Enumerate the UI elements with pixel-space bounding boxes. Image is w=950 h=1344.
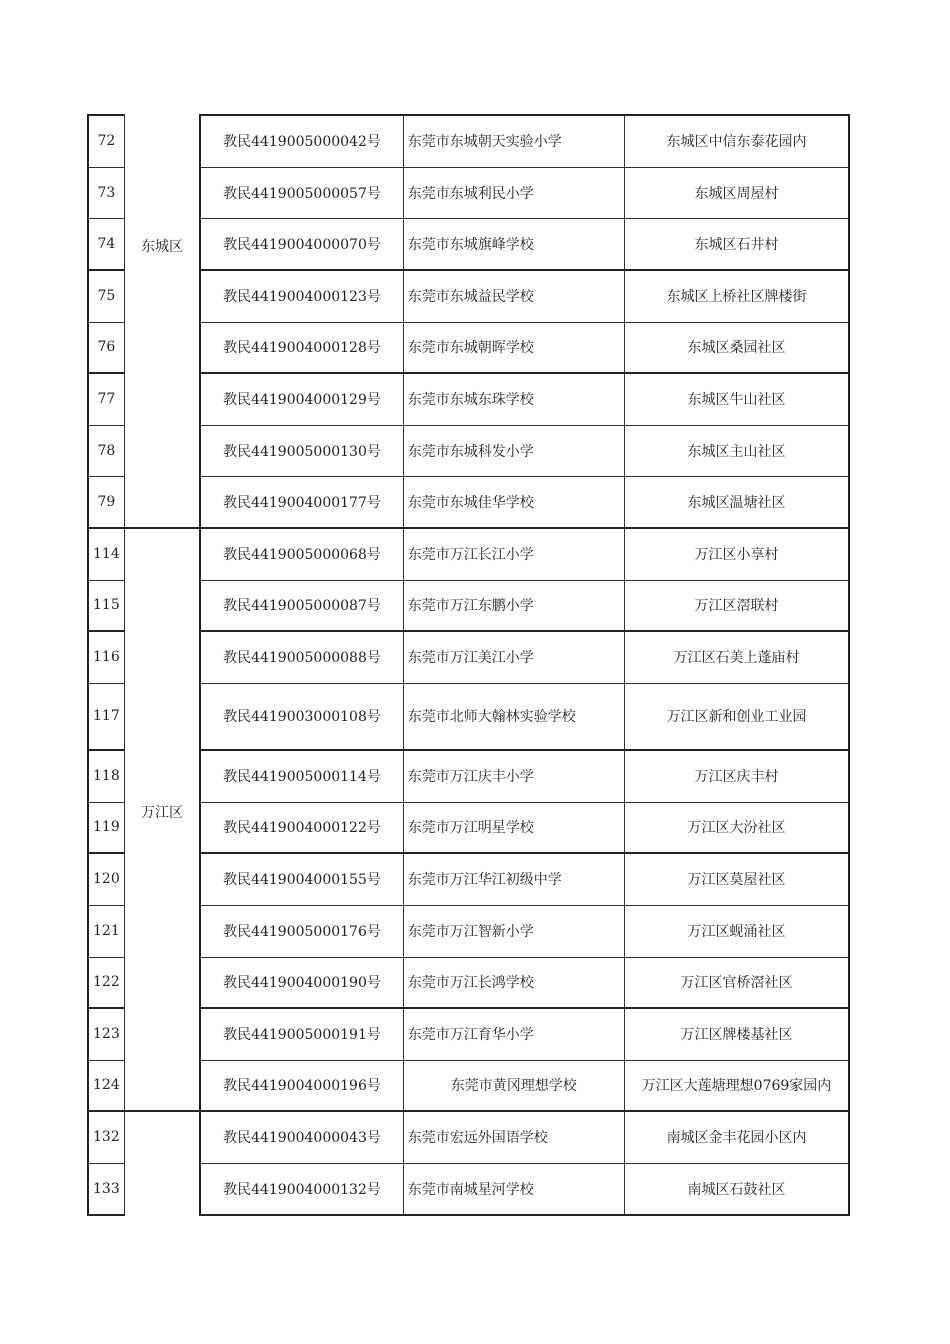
row-number: 120 <box>88 853 124 905</box>
school-address: 东城区石井村 <box>624 218 849 270</box>
school-address: 万江区大莲塘理想0769家园内 <box>624 1060 849 1111</box>
school-name: 东莞市东城益民学校 <box>403 270 624 322</box>
license-number: 教民4419003000108号 <box>200 683 403 750</box>
district-gap <box>124 528 200 580</box>
license-number: 教民4419005000114号 <box>200 750 403 802</box>
license-number: 教民4419005000087号 <box>200 580 403 631</box>
row-number: 76 <box>88 322 124 373</box>
license-number: 教民4419005000176号 <box>200 905 403 957</box>
school-name: 东莞市东城佳华学校 <box>403 476 624 528</box>
school-table <box>87 114 850 1216</box>
school-address: 万江区滘联村 <box>624 580 849 631</box>
school-address: 万江区牌楼基社区 <box>624 1008 849 1060</box>
school-name: 东莞市万江长鸿学校 <box>403 957 624 1008</box>
table-row <box>88 373 849 425</box>
district-gap <box>124 750 200 802</box>
license-number: 教民4419004000070号 <box>200 218 403 270</box>
school-name: 东莞市黄冈理想学校 <box>403 1060 624 1111</box>
license-number: 教民4419004000177号 <box>200 476 403 528</box>
district-gap <box>124 905 200 957</box>
school-name: 东莞市万江明星学校 <box>403 802 624 853</box>
license-number: 教民4419005000042号 <box>200 115 403 167</box>
school-name: 东莞市东城旗峰学校 <box>403 218 624 270</box>
district-gap <box>124 115 200 167</box>
school-address: 东城区中信东泰花园内 <box>624 115 849 167</box>
district-gap <box>124 853 200 905</box>
table-row <box>88 425 849 476</box>
school-name: 东莞市万江东鹏小学 <box>403 580 624 631</box>
row-number: 73 <box>88 167 124 218</box>
district-gap <box>124 167 200 218</box>
school-name: 东莞市南城星河学校 <box>403 1163 624 1215</box>
school-name: 东莞市东城利民小学 <box>403 167 624 218</box>
license-number: 教民4419004000043号 <box>200 1111 403 1163</box>
license-number: 教民4419004000128号 <box>200 322 403 373</box>
license-number: 教民4419004000132号 <box>200 1163 403 1215</box>
district-gap <box>124 580 200 631</box>
district-gap <box>124 476 200 528</box>
license-number: 教民4419004000122号 <box>200 802 403 853</box>
table-row <box>88 528 849 580</box>
license-number: 教民4419005000088号 <box>200 631 403 683</box>
row-number: 121 <box>88 905 124 957</box>
district-gap <box>124 1111 200 1163</box>
school-name: 东莞市万江美江小学 <box>403 631 624 683</box>
district-gap <box>124 322 200 373</box>
row-number: 116 <box>88 631 124 683</box>
table-row <box>88 1111 849 1163</box>
row-number: 133 <box>88 1163 124 1215</box>
school-address: 南城区石鼓社区 <box>624 1163 849 1215</box>
license-number: 教民4419005000057号 <box>200 167 403 218</box>
row-number: 119 <box>88 802 124 853</box>
school-name: 东莞市万江育华小学 <box>403 1008 624 1060</box>
table-row <box>88 1060 849 1111</box>
school-name: 东莞市东城东珠学校 <box>403 373 624 425</box>
district-gap <box>124 373 200 425</box>
row-number: 77 <box>88 373 124 425</box>
school-address: 东城区温塘社区 <box>624 476 849 528</box>
table-row <box>88 631 849 683</box>
school-name: 东莞市东城朝晖学校 <box>403 322 624 373</box>
school-address: 万江区新和创业工业园 <box>624 683 849 750</box>
school-address: 万江区莫屋社区 <box>624 853 849 905</box>
table-row <box>88 580 849 631</box>
school-name: 东莞市万江庆丰小学 <box>403 750 624 802</box>
district-gap <box>124 270 200 322</box>
district-gap <box>124 1163 200 1215</box>
district-gap <box>124 631 200 683</box>
row-number: 117 <box>88 683 124 750</box>
row-number: 123 <box>88 1008 124 1060</box>
table-row <box>88 905 849 957</box>
district-gap <box>124 425 200 476</box>
license-number: 教民4419005000191号 <box>200 1008 403 1060</box>
row-number: 78 <box>88 425 124 476</box>
table-row <box>88 218 849 270</box>
row-number: 114 <box>88 528 124 580</box>
license-number: 教民4419005000130号 <box>200 425 403 476</box>
table-row <box>88 167 849 218</box>
license-number: 教民4419004000123号 <box>200 270 403 322</box>
license-number: 教民4419005000068号 <box>200 528 403 580</box>
table-row <box>88 683 849 750</box>
school-address: 东城区桑园社区 <box>624 322 849 373</box>
table-row <box>88 270 849 322</box>
school-name: 东莞市东城科发小学 <box>403 425 624 476</box>
row-number: 122 <box>88 957 124 1008</box>
school-name: 东莞市东城朝天实验小学 <box>403 115 624 167</box>
table-row <box>88 957 849 1008</box>
table-row <box>88 1163 849 1215</box>
district-gap <box>124 1008 200 1060</box>
school-name: 东莞市北师大翰林实验学校 <box>403 683 624 750</box>
school-address: 南城区金丰花园小区内 <box>624 1111 849 1163</box>
district-gap <box>124 1060 200 1111</box>
table-row <box>88 476 849 528</box>
school-address: 万江区大汾社区 <box>624 802 849 853</box>
district-gap <box>124 957 200 1008</box>
school-address: 东城区主山社区 <box>624 425 849 476</box>
license-number: 教民4419004000155号 <box>200 853 403 905</box>
table-row <box>88 1008 849 1060</box>
school-name: 东莞市宏远外国语学校 <box>403 1111 624 1163</box>
table-row <box>88 750 849 802</box>
school-address: 万江区小享村 <box>624 528 849 580</box>
license-number: 教民4419004000129号 <box>200 373 403 425</box>
license-number: 教民4419004000190号 <box>200 957 403 1008</box>
table-row <box>88 853 849 905</box>
row-number: 79 <box>88 476 124 528</box>
row-number: 74 <box>88 218 124 270</box>
row-number: 115 <box>88 580 124 631</box>
school-address: 万江区庆丰村 <box>624 750 849 802</box>
school-address: 东城区牛山社区 <box>624 373 849 425</box>
row-number: 75 <box>88 270 124 322</box>
row-number: 132 <box>88 1111 124 1163</box>
row-number: 72 <box>88 115 124 167</box>
table-row <box>88 802 849 853</box>
row-number: 124 <box>88 1060 124 1111</box>
school-name: 东莞市万江智新小学 <box>403 905 624 957</box>
table-row <box>88 115 849 167</box>
district-label: 万江区 <box>124 802 200 853</box>
district-label: 东城区 <box>124 218 200 270</box>
school-name: 东莞市万江长江小学 <box>403 528 624 580</box>
district-gap <box>124 683 200 750</box>
school-address: 东城区上桥社区牌楼街 <box>624 270 849 322</box>
school-address: 东城区周屋村 <box>624 167 849 218</box>
row-number: 118 <box>88 750 124 802</box>
school-name: 东莞市万江华江初级中学 <box>403 853 624 905</box>
table-row <box>88 322 849 373</box>
school-address: 万江区蚬涌社区 <box>624 905 849 957</box>
school-address: 万江区石美上蓬庙村 <box>624 631 849 683</box>
school-address: 万江区官桥滘社区 <box>624 957 849 1008</box>
license-number: 教民4419004000196号 <box>200 1060 403 1111</box>
